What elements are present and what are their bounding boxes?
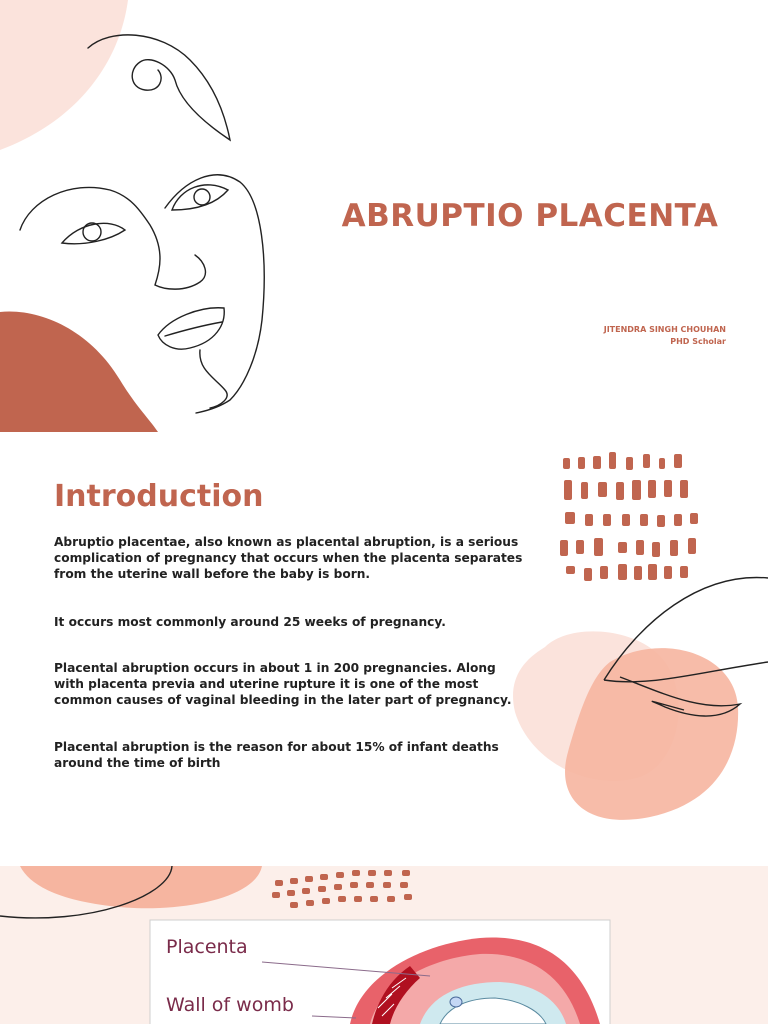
dash-pattern-icon bbox=[560, 452, 698, 581]
intro-paragraph-2: It occurs most commonly around 25 weeks of pregnancy. bbox=[54, 615, 446, 629]
author-role: PHD Scholar bbox=[670, 337, 726, 346]
intro-paragraph-1: Abruptio placentae, also known as placental abruption, is a serious complication of pregnancy that occurs when the placenta separates from the uterine wall before the baby is born. bbox=[54, 535, 523, 581]
wall-of-womb-label: Wall of womb bbox=[166, 994, 294, 1016]
introduction-slide bbox=[0, 432, 768, 838]
presentation-title: ABRUPTIO PLACENTA bbox=[341, 198, 719, 234]
author-name: JITENDRA SINGH CHOUHAN bbox=[603, 325, 726, 334]
author-block bbox=[604, 324, 726, 348]
diagram-slide-artwork bbox=[0, 866, 768, 1024]
placenta-label: Placenta bbox=[166, 936, 248, 958]
dash-pattern-small-icon bbox=[272, 870, 412, 908]
intro-paragraph-3: Placental abruption occurs in about 1 in 200 pregnancies. Along with placenta previa and uterine rupture it is one of the most common causes of vaginal bleeding in the later part of pregnancy. bbox=[54, 661, 512, 707]
peach-blob bbox=[0, 0, 128, 150]
introduction-heading: Introduction bbox=[54, 479, 264, 514]
terracotta-blob bbox=[0, 312, 158, 432]
diagram-slide bbox=[0, 866, 768, 1024]
title-slide bbox=[0, 0, 768, 432]
top-peach-blob bbox=[20, 866, 262, 908]
intro-paragraph-4: Placental abruption is the reason for about 15% of infant deaths around the time of birth bbox=[54, 740, 499, 770]
